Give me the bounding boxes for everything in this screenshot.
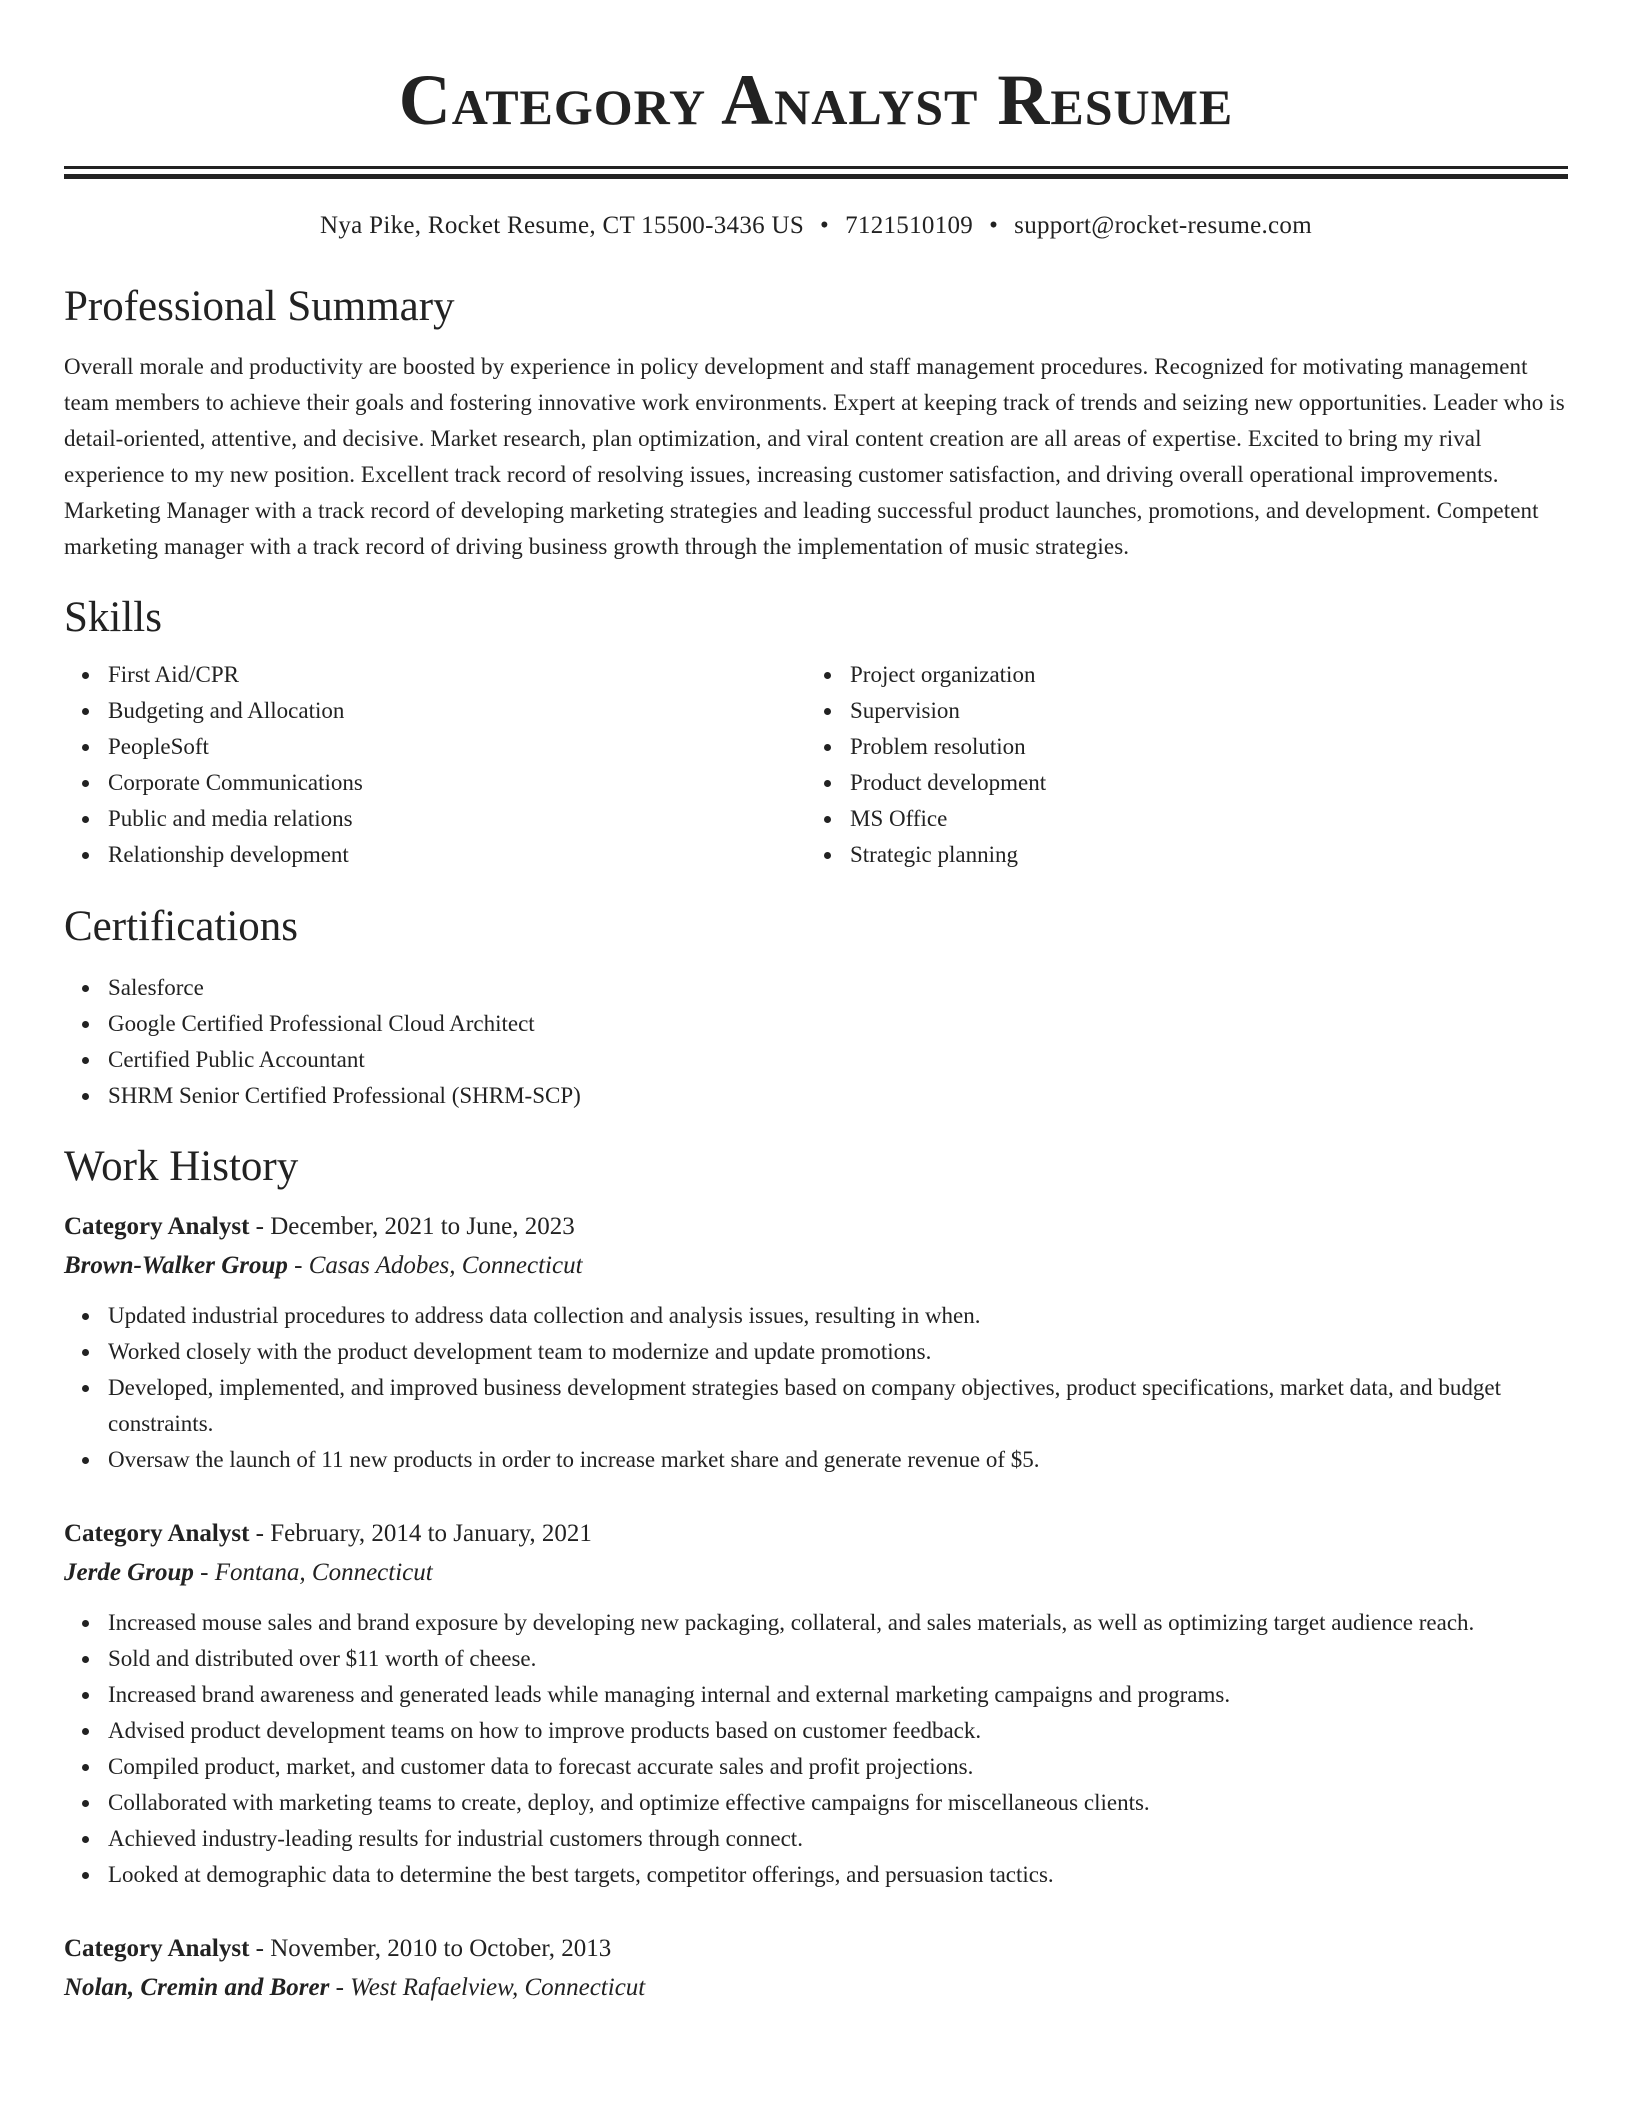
job-bullet: Achieved industry-leading results for industrial customers through connect. [108, 1821, 1568, 1857]
certifications-list [64, 970, 1568, 1114]
skill-item: Corporate Communications [108, 765, 806, 801]
job-location: West Rafaelview, Connecticut [350, 1974, 646, 2001]
job-company-line [64, 1554, 1568, 1592]
skills-column-right [806, 657, 1548, 873]
skills-columns [64, 657, 1568, 873]
contact-line [64, 211, 1568, 241]
job-company-line [64, 1969, 1568, 2007]
skill-item: Budgeting and Allocation [108, 693, 806, 729]
contact-email: support@rocket-resume.com [1014, 212, 1312, 239]
skill-item: Public and media relations [108, 801, 806, 837]
skill-item: Product development [850, 765, 1548, 801]
skills-list-right [806, 657, 1548, 873]
job-company-line [64, 1247, 1568, 1285]
certification-item: Salesforce [108, 970, 1568, 1006]
job-bullets [64, 1605, 1568, 1893]
job-bullet: Increased mouse sales and brand exposure by developing new packaging, collateral, and sales materials, as well as optimizing target audience reach. [108, 1605, 1568, 1641]
job-company: Brown-Walker Group [64, 1252, 288, 1279]
job-company: Nolan, Cremin and Borer [64, 1974, 330, 2001]
job-dash: - [329, 1974, 351, 2001]
job-bullet: Increased brand awareness and generated leads while managing internal and external marketing campaigns and programs. [108, 1677, 1568, 1713]
job-dates: February, 2014 to January, 2021 [270, 1520, 592, 1547]
certifications-heading: Certifications [64, 903, 299, 950]
job-dash: - [193, 1559, 215, 1586]
job-dates: December, 2021 to June, 2023 [270, 1213, 575, 1240]
job-location: Casas Adobes, Connecticut [308, 1252, 583, 1279]
skills-column-left [64, 657, 806, 873]
job-location: Fontana, Connecticut [214, 1559, 433, 1586]
job-bullet: Compiled product, market, and customer data to forecast accurate sales and profit projections. [108, 1749, 1568, 1785]
job-title-line [64, 1514, 1568, 1554]
job-dates: November, 2010 to October, 2013 [270, 1935, 612, 1962]
skill-item: Relationship development [108, 837, 806, 873]
resume-page [64, 0, 1568, 2007]
job-bullet: Developed, implemented, and improved business development strategies based on company objectives, product specifications, market data, and budget constraints. [108, 1370, 1568, 1442]
job-bullet: Updated industrial procedures to address data collection and analysis issues, resulting in when. [108, 1298, 1568, 1334]
skill-item: MS Office [850, 801, 1548, 837]
job-role: Category Analyst [64, 1935, 250, 1962]
job-dash: - [249, 1520, 271, 1547]
certification-item: Google Certified Professional Cloud Architect [108, 1006, 1568, 1042]
resume-title: Category Analyst Resume [398, 60, 1234, 140]
job-title-line [64, 1207, 1568, 1247]
job-entry [64, 1929, 1568, 2007]
job-role: Category Analyst [64, 1520, 250, 1547]
skills-heading: Skills [64, 594, 162, 641]
skill-item: Project organization [850, 657, 1548, 693]
certification-item: Certified Public Accountant [108, 1042, 1568, 1078]
job-role: Category Analyst [64, 1213, 250, 1240]
job-dash: - [249, 1935, 271, 1962]
skill-item: Problem resolution [850, 729, 1548, 765]
job-entry [64, 1207, 1568, 1478]
job-entry [64, 1514, 1568, 1893]
job-bullet: Advised product development teams on how to improve products based on customer feedback. [108, 1713, 1568, 1749]
job-bullet: Oversaw the launch of 11 new products in order to increase market share and generate revenue of $5. [108, 1442, 1568, 1478]
contact-separator: • [989, 212, 999, 239]
title-divider-bottom [64, 174, 1568, 179]
job-dash: - [249, 1213, 271, 1240]
contact-phone: 7121510109 [845, 212, 974, 239]
job-dash: - [287, 1252, 309, 1279]
skill-item: PeopleSoft [108, 729, 806, 765]
summary-heading: Professional Summary [64, 283, 455, 330]
skill-item: Supervision [850, 693, 1548, 729]
contact-address: Nya Pike, Rocket Resume, CT 15500-3436 US [320, 212, 805, 239]
certification-item: SHRM Senior Certified Professional (SHRM-SCP) [108, 1078, 1568, 1114]
skills-list-left [64, 657, 806, 873]
job-bullet: Worked closely with the product development team to modernize and update promotions. [108, 1334, 1568, 1370]
job-bullet: Collaborated with marketing teams to create, deploy, and optimize effective campaigns for miscellaneous clients. [108, 1785, 1568, 1821]
skill-item: Strategic planning [850, 837, 1548, 873]
job-company: Jerde Group [64, 1559, 194, 1586]
skill-item: First Aid/CPR [108, 657, 806, 693]
job-bullets [64, 1298, 1568, 1478]
summary-text: Overall morale and productivity are boosted by experience in policy development and staff management procedures. Recognized for motivating management team members to achieve their goals and fostering innovative work environments. Expert at keeping track of trends and seizing new opportunities. Leader who is detail-oriented, attentive, and decisive. Market research, plan optimization, and viral content creation are all areas of expertise. Excited to bring my rival experience to my new position. Excellent track record of resolving issues, increasing customer satisfaction, and driving overall operational improvements. Marketing Manager with a track record of developing marketing strategies and leading successful product launches, promotions, and development. Competent marketing manager with a track record of driving business growth through the implementation of music strategies. [64, 354, 1565, 559]
job-title-line [64, 1929, 1568, 1969]
job-bullet: Sold and distributed over $11 worth of cheese. [108, 1641, 1568, 1677]
contact-separator: • [820, 212, 830, 239]
title-divider-top [64, 166, 1568, 169]
work-history-heading: Work History [64, 1143, 299, 1190]
job-bullet: Looked at demographic data to determine the best targets, competitor offerings, and persuasion tactics. [108, 1857, 1568, 1893]
